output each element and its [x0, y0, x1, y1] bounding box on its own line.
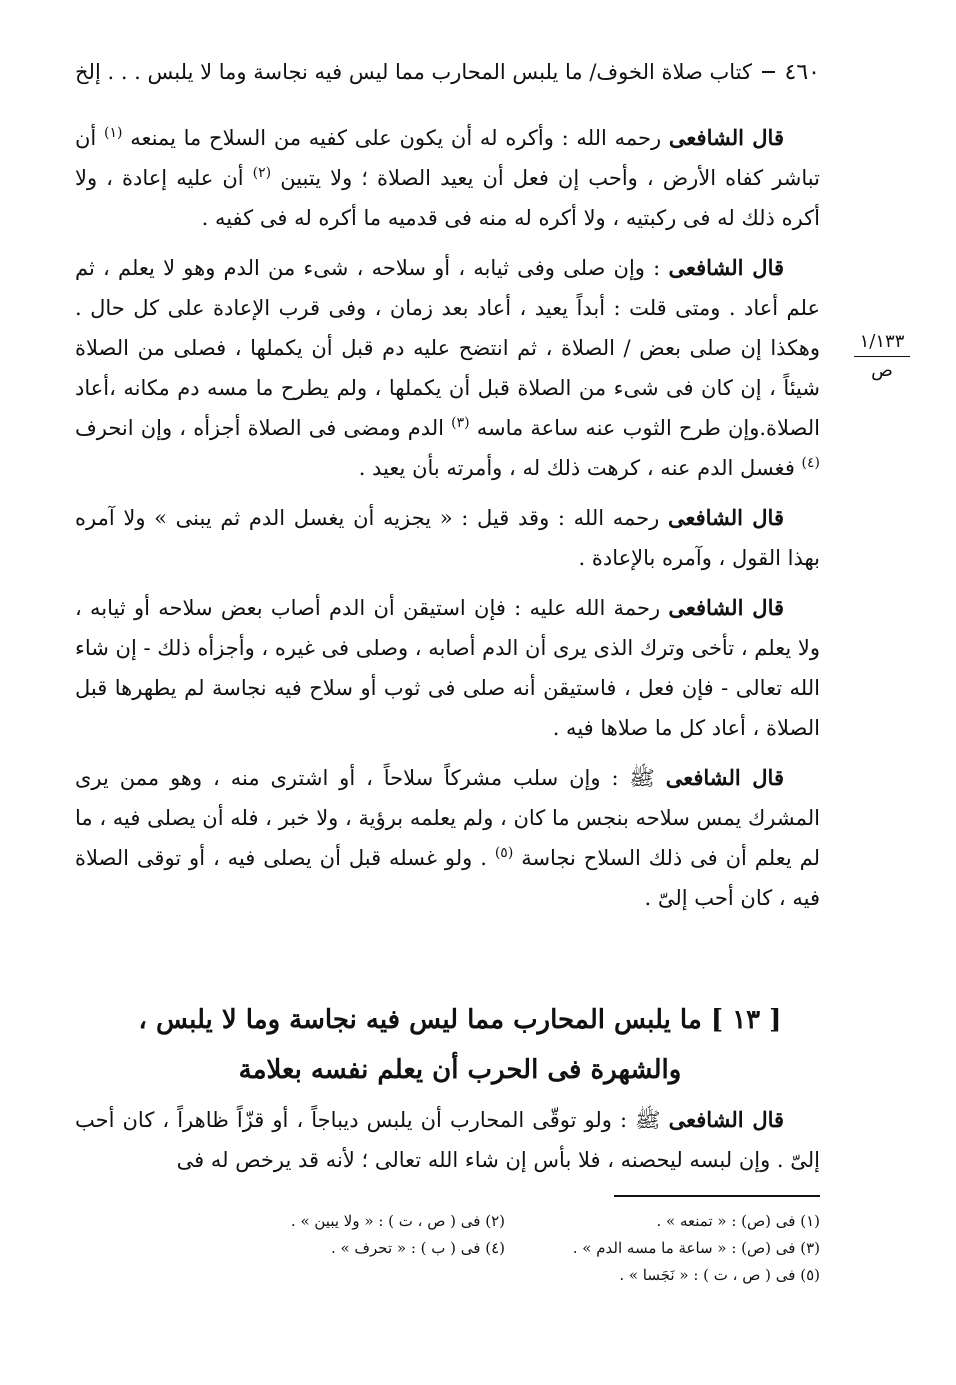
footnote-ref-3: (٣): [451, 415, 470, 431]
paragraph-2: [75, 248, 820, 488]
header-dash: [762, 71, 775, 73]
speaker-label: قال الشافعى: [668, 255, 785, 280]
speaker-label: قال الشافعى: [668, 595, 785, 620]
speaker-label: قال الشافعى: [668, 125, 784, 150]
margin-ref-folio: ١/١٣٣: [859, 331, 905, 352]
paragraph-text: رحمه الله : وقد قيل : « يجزيه أن يغسل الدم ثم يبنى » ولا آمره بهذا القول ، وآمره بالإعادة .: [75, 506, 820, 570]
speaker-label: قال الشافعى: [667, 505, 784, 530]
paragraph-5: [75, 758, 820, 918]
footnote-ref-2: (٢): [252, 165, 272, 181]
margin-manuscript-ref: [852, 330, 912, 383]
footnote-5: (٥) فى ( ص ، ت ) : « نَجَسا » .: [619, 1266, 820, 1284]
footnotes: [190, 1208, 820, 1289]
paragraph-text: ﷺ : ولو توقّى المحارب أن يلبس ديباجاً ، أو قزّاً ظاهراً ، كان أحب إلىّ . وإن لبسه ليحصنه ، فلا بأس إن شاء الله تعالى ؛ لأنه قد يرخص له فى: [75, 1108, 820, 1172]
main-text: [75, 118, 820, 928]
paragraph-text: الدم ومضى فى الصلاة أجزأه ، وإن انحرف: [75, 416, 452, 440]
margin-ref-rule: [854, 356, 910, 357]
paragraph-text: رحمة الله عليه : فإن استيقن أن الدم أصاب بعض سلاحه أو ثيابه ، ولا يعلم ، تأخى وترك الذى يرى أن الدم أصابه ، وصلى فى غيره ، وأجزأه ذلك - إن شاء الله تعالى - فإن فعل ، فاستيقن أنه صلى فى ثوب أو سلاح فيه نجاسة لم يطهرها قبل الصلاة ، أعاد كل ما صلاها فيه .: [75, 596, 820, 740]
footnote-row: [190, 1262, 820, 1289]
footnote-row: [190, 1235, 820, 1262]
paragraph-1: [75, 118, 820, 238]
running-title: كتاب صلاة الخوف/ ما يلبس المحارب مما ليس فيه نجاسة وما لا يلبس . . . إلخ: [75, 60, 753, 84]
section-paragraph: [75, 1100, 820, 1180]
section-text: [75, 1100, 820, 1190]
footnote-separator: [614, 1195, 820, 1197]
footnote-row: [190, 1208, 820, 1235]
margin-ref-siglum: ص: [871, 360, 893, 381]
paragraph-text: أن عليه إعادة ، ولا أكره ذلك له فى ركبتيه ، ولا أكره له منه فى قدميه ما أكره له فى كفيه .: [75, 166, 820, 230]
footnote-ref-1: (١): [104, 125, 123, 141]
footnote-1: (١) فى (ص) : « تمنعه » .: [656, 1212, 820, 1230]
paragraph-text: ﷺ : وإن سلب مشركاً سلاحاً ، أو اشترى منه ، وهو ممن يرى المشرك يمس سلاحه بنجس ما كان ، ولم يعلمه برؤية ، ولا خبر ، فله أن يصلى فيه ، ما لم يعلم أن فى ذلك السلاح نجاسة: [75, 766, 820, 870]
page-number: ٤٦٠: [784, 59, 820, 85]
speaker-label: قال الشافعى: [668, 1107, 785, 1132]
footnote-4: (٤) فى ( ب ) : « تحرف » .: [330, 1239, 505, 1257]
section-heading-line-2: والشهرة فى الحرب أن يعلم نفسه بعلامة: [238, 1055, 682, 1085]
footnote-ref-4: (٤): [801, 455, 820, 471]
section-heading: [100, 995, 820, 1095]
footnote-2: (٢) فى ( ص ، ت ) : « ولا يبين » .: [290, 1212, 505, 1230]
footnote-3: (٣) فى (ص) : « ساعة ما مسه الدم » .: [572, 1239, 820, 1257]
footnote-ref-5: (٥): [494, 845, 514, 861]
paragraph-4: [75, 588, 820, 748]
paragraph-text: رحمه الله : وأكره له أن يكون على كفيه من السلاح ما يمنعه: [122, 126, 669, 150]
paragraph-text: . ولو غسله قبل أن يصلى فيه ، أو توقى الصلاة فيه ، كان أحب إلىّ .: [75, 846, 820, 910]
paragraph-text: فغسل الدم عنه ، كرهت ذلك له ، وأمرته بأن يعيد .: [358, 456, 802, 480]
running-header: [75, 52, 820, 92]
section-heading-line-1: [ ١٣ ] ما يلبس المحارب مما ليس فيه نجاسة وما لا يلبس ،: [138, 1005, 782, 1035]
paragraph-text: : وإن صلى وفى ثيابه ، أو سلاحه ، شىء من الدم وهو لا يعلم ، ثم علم أعاد . ومتى قلت : أبداً يعيد ، أعاد بعد زمان ، وفى قرب الإعادة على كل حال . وهكذا إن صلى بعض / الصلاة ، ثم انتضح عليه دم قبل أن يكملها ، فصلى من الصلاة شيئاً ، إن كان فى شىء من الصلاة قبل أن يكملها ، ولم يطرح ما مسه دم مكانه ،أعاد الصلاة.وإن طرح الثوب عنه ساعة ماسه: [75, 256, 820, 440]
speaker-label: قال الشافعى: [665, 765, 784, 790]
paragraph-3: [75, 498, 820, 578]
paragraph-text: أن تباشر كفاه الأرض ، وأحب إن فعل أن يعيد الصلاة ؛ ولا يتبين: [75, 126, 820, 190]
